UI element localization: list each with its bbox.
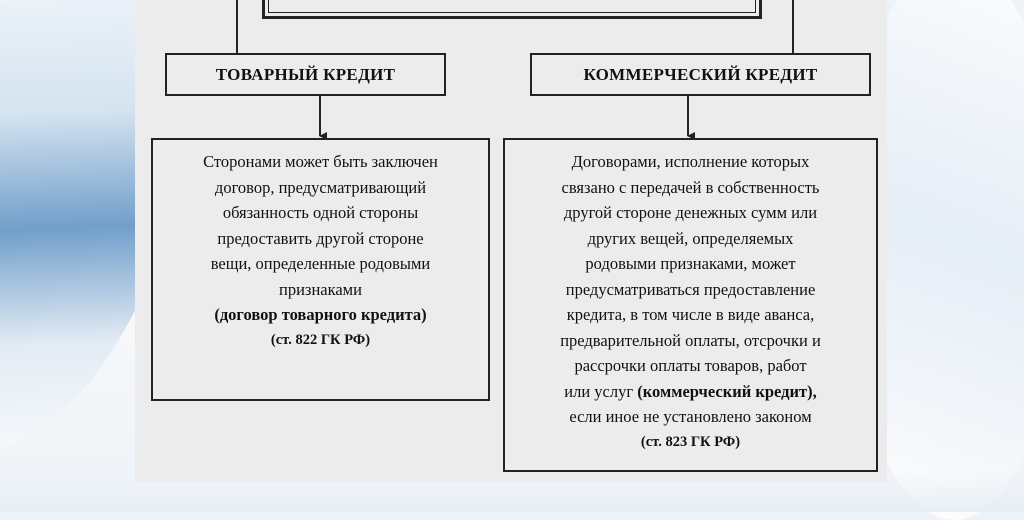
description-line: договор, предусматривающий — [214, 177, 427, 197]
description-line: признаками — [279, 279, 362, 299]
parent-box — [262, 0, 762, 19]
kommerchesky-kredit-header — [530, 53, 871, 96]
tovarny-kredit-title: ТОВАРНЫЙ КРЕДИТ — [215, 64, 396, 84]
description-line: связано с передачей в собственность — [561, 177, 820, 197]
law-reference: (ст. 823 ГК РФ) — [640, 433, 741, 450]
description-line: рассрочки оплаты товаров, работ — [574, 356, 807, 375]
description-line: обязанность одной стороны — [222, 203, 419, 222]
description-line: другой стороне денежных сумм или — [563, 203, 818, 222]
contract-name: (коммерческий кредит), — [637, 381, 817, 401]
description-line: предоставить другой стороне — [217, 228, 424, 248]
description-line: предусматриваться предоставление — [565, 279, 816, 299]
law-reference: (ст. 822 ГК РФ) — [270, 331, 371, 348]
description-line: родовыми признаками, может — [585, 254, 796, 273]
description-line: Договорами, исполнение которых — [571, 152, 810, 171]
kommerchesky-kredit-title: КОММЕРЧЕСКИЙ КРЕДИТ — [583, 64, 818, 84]
description-line: Сторонами может быть заключен — [203, 152, 438, 171]
description-text: или услуг — [564, 381, 634, 401]
description-line-mixed — [515, 379, 866, 405]
description-line: если иное не установлено законом — [569, 407, 812, 426]
description-line: кредита, в том числе в виде аванса, — [566, 305, 815, 324]
description-line: вещи, определенные родовыми — [210, 254, 431, 273]
kommerchesky-kredit-description — [503, 138, 878, 472]
tovarny-kredit-header — [165, 53, 446, 96]
contract-name: (договор товарного кредита) — [214, 305, 427, 324]
description-line: предварительной оплаты, отсрочки и — [560, 330, 821, 350]
tovarny-kredit-description — [151, 138, 490, 401]
description-line: других вещей, определяемых — [587, 228, 794, 248]
